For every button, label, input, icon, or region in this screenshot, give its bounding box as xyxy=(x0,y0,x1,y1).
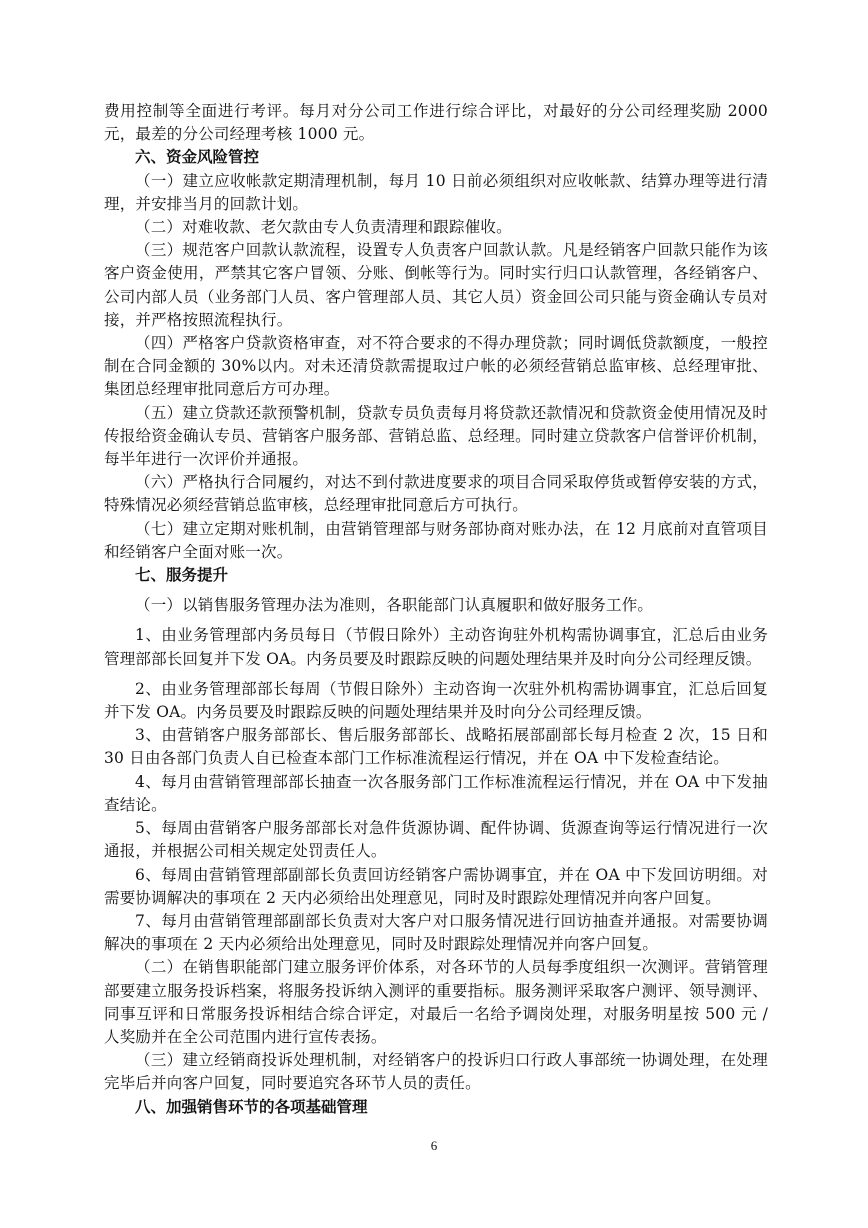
section-heading: 六、资金风险管控 xyxy=(135,148,260,167)
paragraph: 6、每周由营销管理部副部长负责回访经销客户需协调事宜，并在 OA 中下发回访明细。对需要协调解决的事项在 2 天内必须给出处理意见，同时及时跟踪处理情况并向客户回复。 xyxy=(104,865,768,907)
section-heading: 八、加强销售环节的各项基础管理 xyxy=(135,1097,368,1116)
document-body xyxy=(104,100,768,1119)
paragraph: 4、每月由营销管理部部长抽查一次各服务部门工作标准流程运行情况，并在 OA 中下发抽查结论。 xyxy=(104,772,768,814)
paragraph: （六）严格执行合同履约，对达不到付款进度要求的项目合同采取停货或暂停安装的方式，特殊情况必须经营销总监审核，总经理审批同意后方可执行。 xyxy=(104,473,768,515)
paragraph: （二）对难收款、老欠款由专人负责清理和跟踪催收。 xyxy=(135,218,512,237)
paragraph: （三）规范客户回款认款流程，设置专人负责客户回款认款。凡是经销客户回款只能作为该客户资金使用，严禁其它客户冒领、分账、倒帐等行为。同时实行归口认款管理，各经销客户、公司内部人员（业务部门人员、客户管理部人员、其它人员）资金回公司只能与资金确认专员对接，并严格按照流程执行。 xyxy=(104,241,768,329)
paragraph: （四）严格客户贷款资格审查，对不符合要求的不得办理贷款；同时调低贷款额度，一般控制在合同金额的 30%以内。对未还清贷款需提取过户帐的必须经营销总监审核、总经理审批、集团总经理审批同意后方可办理。 xyxy=(104,334,768,399)
paragraph: 1、由业务管理部内务员每日（节假日除外）主动咨询驻外机构需协调事宜，汇总后由业务管理部部长回复并下发 OA。内务员要及时跟踪反映的问题处理结果并及时向分公司经理反馈。 xyxy=(104,626,768,668)
paragraph: 3、由营销客户服务部部长、售后服务部部长、战略拓展部副部长每月检查 2 次，15 日和 30 日由各部门负责人自已检查本部门工作标准流程运行情况，并在 OA 中下发检查结论。 xyxy=(104,726,768,768)
paragraph: 5、每周由营销客户服务部部长对急件货源协调、配件协调、货源查询等运行情况进行一次通报，并根据公司相关规定处罚责任人。 xyxy=(104,819,768,861)
paragraph: （一）建立应收帐款定期清理机制，每月 10 日前必须组织对应收帐款、结算办理等进行清理，并安排当月的回款计划。 xyxy=(104,171,768,213)
paragraph: 费用控制等全面进行考评。每月对分公司工作进行综合评比，对最好的分公司经理奖励 2000 元，最差的分公司经理考核 1000 元。 xyxy=(104,102,768,144)
section-heading: 七、服务提升 xyxy=(135,566,229,585)
page-number: 6 xyxy=(430,1138,438,1153)
paragraph: （一）以销售服务管理办法为准则，各职能部门认真履职和做好服务工作。 xyxy=(135,596,654,615)
paragraph: （五）建立贷款还款预警机制，贷款专员负责每月将贷款还款情况和贷款资金使用情况及时传报给资金确认专员、营销客户服务部、营销总监、总经理。同时建立贷款客户信誉评价机制，每半年进行一次评价并通报。 xyxy=(104,403,768,469)
paragraph: （三）建立经销商投诉处理机制，对经销客户的投诉归口行政人事部统一协调处理，在处理完毕后并向客户回复，同时要追究各环节人员的责任。 xyxy=(104,1051,768,1093)
paragraph: （二）在销售职能部门建立服务评价体系，对各环节的人员每季度组织一次测评。营销管理部要建立服务投诉档案，将服务投诉纳入测评的重要指标。服务测评采取客户测评、领导测评、同事互评和日常服务投诉相结合综合评定，对最后一名给予调岗处理，对服务明星按 500 元 / 人奖励并在全公司范围内进行宣传表扬。 xyxy=(104,958,768,1046)
paragraph: 2、由业务管理部部长每周（节假日除外）主动咨询一次驻外机构需协调事宜，汇总后回复并下发 OA。内务员要及时跟踪反映的问题处理结果并及时向分公司经理反馈。 xyxy=(104,679,768,722)
paragraph: 7、每月由营销管理部副部长负责对大客户对口服务情况进行回访抽查并通报。对需要协调解决的事项在 2 天内必须给出处理意见，同时及时跟踪处理情况并向客户回复。 xyxy=(104,911,768,954)
paragraph: （七）建立定期对账机制，由营销管理部与财务部协商对账办法，在 12 月底前对直管项目和经销客户全面对账一次。 xyxy=(104,519,768,561)
